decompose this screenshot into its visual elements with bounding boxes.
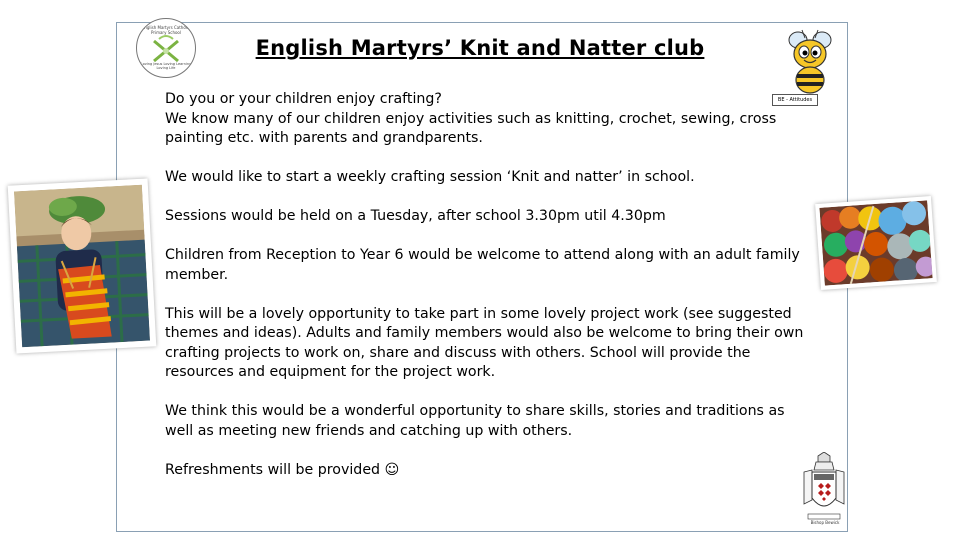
child-knitting-photo	[8, 178, 157, 353]
crest-label: Bishop Bewick	[810, 520, 840, 525]
opportunity-paragraph: We think this would be a wonderful opportunity to share skills, stories and traditions as well as meeting new friends and catching up with others.	[165, 403, 785, 439]
weekly-session-paragraph: We would like to start a weekly crafting session ‘Knit and natter’ in school.	[165, 169, 695, 185]
school-crest-icon	[798, 452, 850, 528]
intro-question: Do you or your children enjoy crafting?	[165, 91, 442, 107]
page-title: English Martyrs’ Knit and Natter club	[255, 36, 705, 60]
logo-top-text: English Martyrs Catholic Primary School	[141, 25, 191, 35]
logo-bottom-text: Loving Jesus Loving Learning Loving Life	[140, 62, 192, 70]
school-logo	[136, 18, 196, 78]
yarn-balls-photo	[815, 196, 937, 290]
refreshments-paragraph: Refreshments will be provided ☺	[165, 461, 400, 478]
project-work-paragraph: This will be a lovely opportunity to take part in some lovely project work (see suggested themes and ideas). Adults and family members would also be welcome to bring their own crafting projects to work on, share and discuss with others. School will provide the resources and equipment for the project work.	[165, 305, 804, 380]
intro-paragraph: We know many of our children enjoy activities such as knitting, crochet, sewing, cross painting etc. with parents and grandparents.	[165, 110, 777, 146]
letter-body	[165, 90, 805, 500]
session-time-paragraph: Sessions would be held on a Tuesday, after school 3.30pm util 4.30pm	[165, 208, 666, 224]
attendance-paragraph: Children from Reception to Year 6 would be welcome to attend along with an adult family member.	[165, 247, 800, 283]
bee-label: BE - Attitudes	[772, 94, 818, 106]
bee-mascot-icon	[780, 28, 840, 96]
